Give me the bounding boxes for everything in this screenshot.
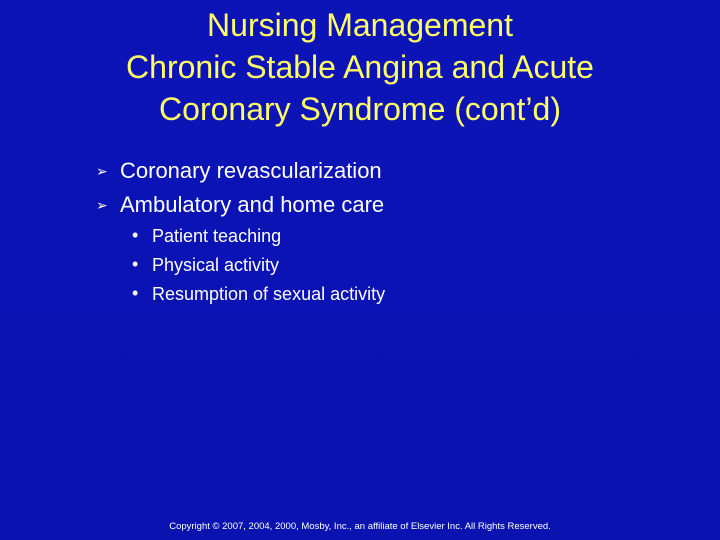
sub-bullet-list	[130, 222, 385, 309]
arrow-bullet-icon: ➢	[96, 163, 108, 179]
bullet-item	[96, 188, 384, 222]
bullet-label: Coronary revascularization	[120, 158, 382, 183]
title-line-2: Chronic Stable Angina and Acute	[126, 49, 594, 85]
bullet-label: Ambulatory and home care	[120, 192, 385, 217]
slide-title	[20, 4, 700, 130]
dot-bullet-icon: •	[132, 225, 139, 245]
sub-bullet-label: Physical activity	[152, 255, 280, 275]
dot-bullet-icon: •	[132, 283, 139, 303]
arrow-bullet-icon: ➢	[96, 197, 108, 213]
sub-bullet-item	[130, 222, 385, 251]
sub-bullet-label: Resumption of sexual activity	[152, 284, 386, 304]
title-line-1: Nursing Management	[207, 7, 513, 43]
title-line-3: Coronary Syndrome (cont’d)	[159, 91, 561, 127]
sub-bullet-item	[130, 280, 385, 309]
bullet-item	[96, 154, 384, 188]
sub-bullet-item	[130, 251, 385, 280]
bullet-list	[96, 154, 384, 222]
dot-bullet-icon: •	[132, 254, 139, 274]
sub-bullet-label: Patient teaching	[152, 226, 282, 246]
copyright-footer: Copyright © 2007, 2004, 2000, Mosby, Inc., an affiliate of Elsevier Inc. All Rights Reserved.	[169, 521, 551, 532]
